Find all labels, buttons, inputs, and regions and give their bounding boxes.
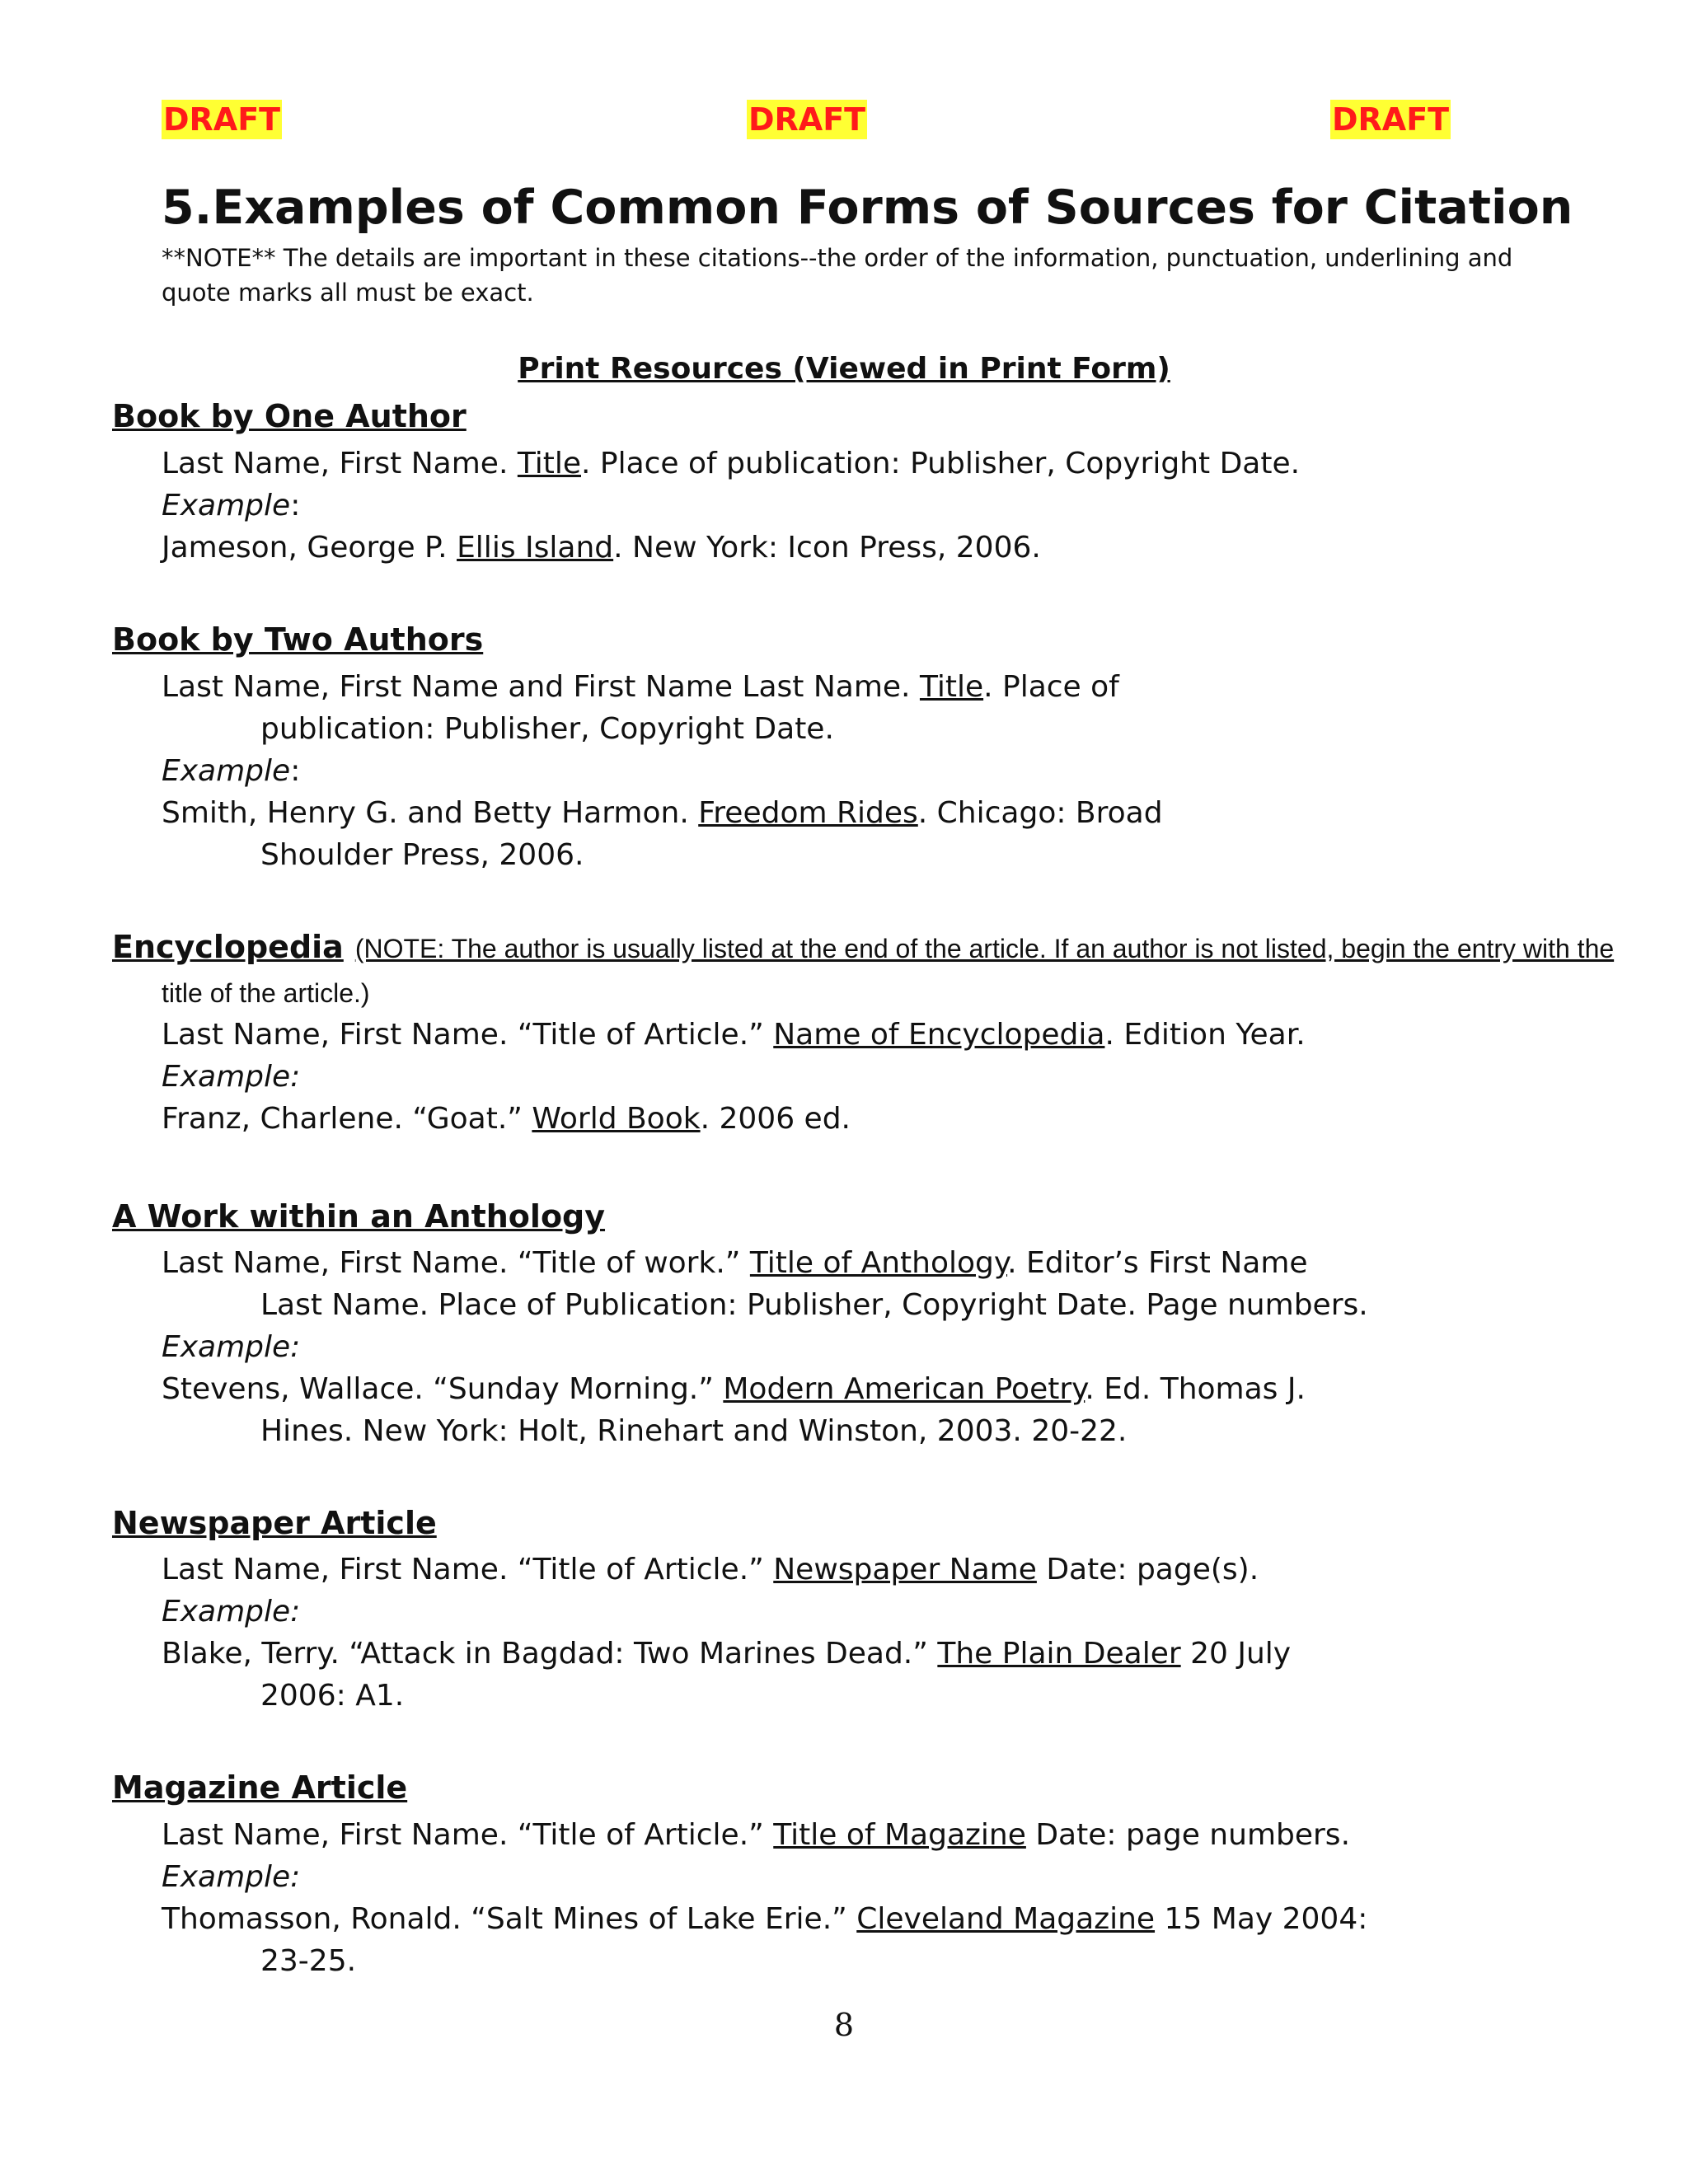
heading-book-two-authors: Book by Two Authors <box>112 621 484 658</box>
book-two-example: Smith, Henry G. and Betty Harmon. Freedom Rides. Chicago: Broad <box>162 796 1163 830</box>
encyclopedia-example-label: Example: <box>162 1060 301 1094</box>
heading-magazine: Magazine Article <box>112 1769 408 1806</box>
magazine-example-label: Example: <box>162 1860 301 1894</box>
newspaper-example-label: Example: <box>162 1595 301 1629</box>
heading-newspaper: Newspaper Article <box>112 1505 437 1541</box>
book-one-format: Last Name, First Name. Title. Place of publication: Publisher, Copyright Date. <box>162 447 1301 480</box>
magazine-format: Last Name, First Name. “Title of Article.” Title of Magazine Date: page numbers. <box>162 1818 1351 1852</box>
heading-anthology: A Work within an Anthology <box>112 1198 606 1235</box>
draft-label-right: DRAFT <box>1332 101 1450 138</box>
anthology-format: Last Name, First Name. “Title of work.” Title of Anthology. Editor’s First Name <box>162 1246 1308 1280</box>
heading-encyclopedia: Encyclopedia (NOTE: The author is usually listed at the end of the article. If an author is not listed, begin the entry with the <box>112 929 1615 965</box>
anthology-example: Stevens, Wallace. “Sunday Morning.” Modern American Poetry. Ed. Thomas J. <box>162 1372 1306 1406</box>
newspaper-format: Last Name, First Name. “Title of Article.” Newspaper Name Date: page(s). <box>162 1553 1259 1586</box>
page-title: 5.Examples of Common Forms of Sources for Citation <box>162 180 1573 235</box>
encyclopedia-example: Franz, Charlene. “Goat.” World Book. 2006 ed. <box>162 1102 851 1136</box>
newspaper-example: Blake, Terry. “Attack in Bagdad: Two Marines Dead.” The Plain Dealer 20 July <box>162 1637 1292 1671</box>
magazine-example: Thomasson, Ronald. “Salt Mines of Lake Erie.” Cleveland Magazine 15 May 2004: <box>162 1902 1368 1936</box>
important-note: **NOTE** The details are important in these citations--the order of the information, punctuation, underlining and quote marks all must be exact. <box>162 244 1513 307</box>
encyclopedia-note: (NOTE: The author is usually listed at the end of the article. If an author is not listed, begin the entry with the <box>354 934 1615 963</box>
encyclopedia-format: Last Name, First Name. “Title of Article.” Name of Encyclopedia. Edition Year. <box>162 1018 1306 1052</box>
page-number: 8 <box>833 2007 855 2043</box>
anthology-example-label: Example: <box>162 1330 301 1364</box>
draft-label-center: DRAFT <box>748 101 866 138</box>
anthology-format-cont: Last Name. Place of Publication: Publisher, Copyright Date. Page numbers. <box>260 1288 1368 1322</box>
book-two-example-cont: Shoulder Press, 2006. <box>260 838 584 872</box>
book-two-format-cont: publication: Publisher, Copyright Date. <box>260 712 834 746</box>
book-two-example-label: Example: <box>162 754 301 788</box>
book-two-format: Last Name, First Name and First Name Last Name. Title. Place of <box>162 670 1119 704</box>
book-one-example-label: Example: <box>162 489 301 523</box>
encyclopedia-note-cont: title of the article.) <box>162 978 370 1008</box>
anthology-example-cont: Hines. New York: Holt, Rinehart and Winston, 2003. 20-22. <box>260 1414 1128 1448</box>
newspaper-example-cont: 2006: A1. <box>260 1679 405 1713</box>
draft-label-left: DRAFT <box>163 101 281 138</box>
magazine-example-cont: 23-25. <box>260 1944 357 1978</box>
heading-book-one-author: Book by One Author <box>112 398 467 434</box>
book-one-example: Jameson, George P. Ellis Island. New York: Icon Press, 2006. <box>162 531 1041 565</box>
section-title: Print Resources (Viewed in Print Form) <box>518 352 1170 386</box>
